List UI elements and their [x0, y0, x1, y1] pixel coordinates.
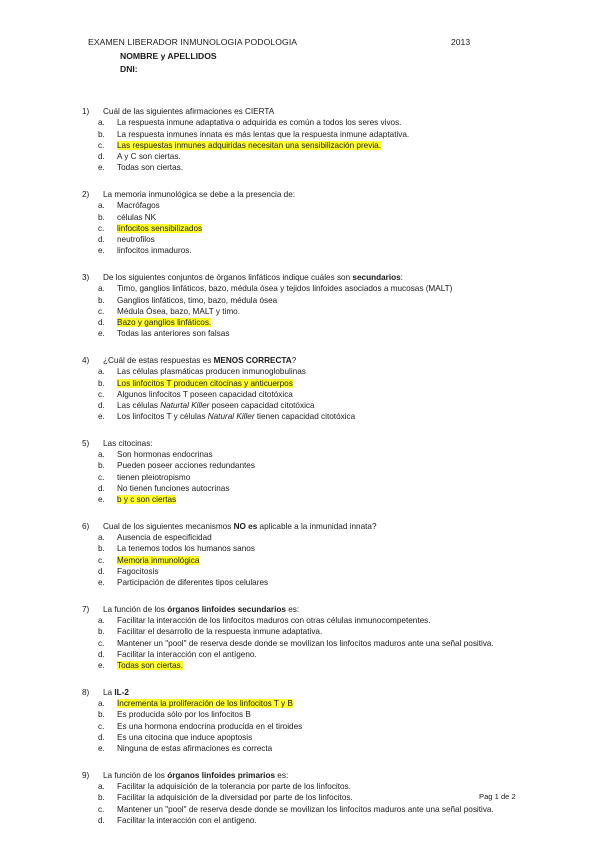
option-text	[117, 484, 229, 493]
italic-text: Natural Killer	[207, 412, 255, 422]
highlighted-answer-text	[117, 379, 293, 388]
option-letter: c.	[98, 555, 105, 565]
option-text	[117, 627, 322, 636]
option-letter: e.	[98, 412, 105, 422]
option-letter: e.	[98, 495, 105, 505]
answer-option	[82, 328, 522, 339]
option-letter: e.	[98, 329, 105, 339]
text-run: Las respuestas inmunes adquiridas necesitan una sensibilización previa.	[117, 140, 381, 150]
option-text	[117, 578, 268, 587]
text-run: Son hormonas endocrinas	[117, 450, 213, 460]
dni-label: DNI:	[120, 64, 138, 74]
text-run: es:	[285, 604, 300, 614]
text-run: ¿Cuál de estas respuestas es	[103, 355, 214, 365]
option-letter: d.	[98, 484, 105, 494]
option-text	[117, 733, 252, 742]
text-run: No tienen funciones autocrinas	[117, 484, 230, 494]
option-text	[117, 235, 155, 244]
question-block	[82, 604, 522, 672]
option-text	[117, 544, 255, 553]
question-number: 7)	[82, 604, 90, 614]
question-text	[82, 106, 522, 117]
option-text	[117, 329, 229, 338]
answer-option	[82, 815, 522, 826]
option-letter: c.	[98, 140, 105, 150]
text-run: Médula Ósea, bazo, MALT y timo.	[117, 306, 241, 316]
text-run: De los siguientes conjuntos de órganos linfáticos indique cuáles son	[103, 272, 353, 282]
highlighted-answer-text	[117, 224, 202, 233]
text-run: Memoria inmunológica	[117, 555, 200, 565]
option-text	[117, 401, 315, 410]
option-text	[117, 450, 213, 459]
text-run: Facilitar la interacción con el antígeno.	[117, 815, 257, 825]
question-block	[82, 189, 522, 257]
text-run: Es producida sólo por los linfocitos B	[117, 710, 251, 720]
answer-option	[82, 743, 522, 754]
text-run: Fagocitosis	[117, 567, 159, 577]
question-block	[82, 272, 522, 340]
text-run: tienen capacidad citotóxica	[254, 412, 356, 422]
bold-text: órganos linfoides secundarios	[167, 604, 286, 614]
answer-option	[82, 283, 522, 294]
option-text	[117, 793, 353, 802]
option-letter: a.	[98, 533, 105, 543]
text-run: La función de los	[103, 604, 168, 614]
highlighted-answer-text	[117, 495, 176, 504]
text-run: neutrofilos	[117, 235, 155, 245]
text-run: Los linfocitos T y células	[117, 412, 208, 422]
answer-option	[82, 626, 522, 637]
answer-option	[82, 151, 522, 162]
text-run: tienen pleiotropismo	[117, 472, 191, 482]
question-text	[82, 770, 522, 781]
text-run: Bazo y ganglios linfáticos.	[117, 318, 212, 328]
highlighted-answer-text	[117, 318, 211, 327]
option-text	[117, 152, 181, 161]
bold-text: MENOS CORRECTA	[213, 355, 292, 365]
answer-option	[82, 577, 522, 588]
answer-option	[82, 366, 522, 377]
option-text	[117, 163, 183, 172]
option-letter: a.	[98, 616, 105, 626]
answer-option	[82, 460, 522, 471]
text-run: Timo, ganglios linfáticos, bazo, médula ósea y tejidos linfoides asociados a mucosas (MALT)	[117, 284, 453, 294]
text-run: Mantener un "pool" de reserva desde donde se movilizan los linfocitos maduros ante una señal positiva.	[117, 804, 494, 814]
answer-option	[82, 223, 522, 234]
question-block	[82, 770, 522, 826]
text-run: Ganglios linfáticos, timo, bazo, médula ósea	[117, 295, 278, 305]
question-block	[82, 106, 522, 174]
answer-option	[82, 129, 522, 140]
answer-option	[82, 638, 522, 649]
option-letter: d.	[98, 567, 105, 577]
answer-option	[82, 400, 522, 411]
text-run: Las células	[117, 401, 161, 411]
page-number: Pag 1 de 2	[479, 792, 516, 801]
option-letter: c.	[98, 223, 105, 233]
option-text	[117, 650, 257, 659]
bold-text: NO es	[233, 521, 258, 531]
text-run: b y c son ciertas	[117, 495, 177, 505]
question-text	[82, 355, 522, 366]
exam-title: EXAMEN LIBERADOR INMUNOLOGIA PODOLOGIA	[88, 37, 298, 47]
question-block	[82, 687, 522, 755]
highlighted-answer-text	[117, 556, 199, 565]
option-letter: d.	[98, 152, 105, 162]
option-letter: d.	[98, 815, 105, 825]
option-letter: a.	[98, 118, 105, 128]
option-letter: c.	[98, 472, 105, 482]
option-text	[117, 473, 190, 482]
text-run: linfocitos sensibilizados	[117, 223, 203, 233]
answer-option	[82, 117, 522, 128]
option-letter: d.	[98, 732, 105, 742]
option-letter: b.	[98, 295, 105, 305]
italic-text: Naturtal Killer	[160, 401, 210, 411]
option-letter: c.	[98, 638, 105, 648]
option-letter: a.	[98, 367, 105, 377]
text-run: es:	[275, 770, 289, 780]
option-letter: a.	[98, 284, 105, 294]
option-letter: c.	[98, 306, 105, 316]
text-run: Los linfocitos T producen citocinas y anticuerpos	[117, 378, 293, 388]
text-run: Incrementa la proliferación de los linfocitos T y B	[117, 699, 293, 709]
text-run: Facilitar la adquisición de la tolerancia por parte de los linfocitos.	[117, 782, 351, 792]
answer-option	[82, 615, 522, 626]
answer-option	[82, 532, 522, 543]
answer-option	[82, 317, 522, 328]
answer-option	[82, 732, 522, 743]
option-letter: a.	[98, 699, 105, 709]
option-text	[117, 201, 160, 210]
answer-option	[82, 792, 522, 803]
bold-text: órganos linfoides primarios	[167, 770, 276, 780]
option-text	[117, 213, 156, 222]
option-text	[117, 710, 251, 719]
answer-option	[82, 378, 522, 389]
option-text	[117, 246, 192, 255]
text-run: ?	[291, 355, 297, 365]
option-text	[117, 307, 240, 316]
text-run: Participación de diferentes tipos celulares	[117, 578, 269, 588]
answer-option	[82, 781, 522, 792]
option-text	[117, 782, 351, 791]
option-letter: d.	[98, 318, 105, 328]
question-block	[82, 521, 522, 589]
answer-option	[82, 234, 522, 245]
text-run: Facilitar la interacción con el antígeno.	[117, 650, 257, 659]
option-letter: e.	[98, 163, 105, 173]
question-number: 4)	[82, 355, 90, 365]
option-text	[117, 412, 355, 421]
bold-text: secundarios	[352, 272, 401, 282]
option-letter: c.	[98, 721, 105, 731]
text-run: :	[400, 272, 403, 282]
question-number: 9)	[82, 770, 90, 780]
question-block	[82, 438, 522, 506]
text-run: Ausencia de especificidad	[117, 533, 212, 543]
option-letter: b.	[98, 129, 105, 139]
answer-option	[82, 721, 522, 732]
option-text	[117, 744, 272, 753]
text-run: La	[103, 687, 115, 697]
option-text	[117, 816, 257, 825]
question-number: 1)	[82, 107, 90, 116]
answer-option	[82, 472, 522, 483]
option-letter: a.	[98, 450, 105, 460]
option-letter: b.	[98, 544, 105, 554]
question-block	[82, 355, 522, 423]
answer-option	[82, 411, 522, 422]
answer-option	[82, 649, 522, 660]
option-text	[117, 390, 293, 399]
text-run: Facilitar la adquisición de la diversidad por parte de los linfocitos.	[117, 793, 353, 803]
option-text	[117, 296, 277, 305]
option-letter: b.	[98, 627, 105, 637]
bold-text: IL-2	[114, 687, 129, 697]
option-letter: e.	[98, 744, 105, 754]
text-run: Las células plasmáticas producen inmunoglobulinas	[117, 367, 306, 377]
text-run: aplicable a la inmunidad innata?	[257, 521, 377, 531]
question-number: 3)	[82, 272, 90, 282]
option-letter: e.	[98, 661, 105, 671]
option-letter: b.	[98, 461, 105, 471]
text-run: La función de los	[103, 770, 168, 780]
text-run: poseen capacidad citotóxica	[209, 401, 315, 411]
text-run: Cual de los siguientes mecanismos	[103, 521, 234, 531]
option-text	[117, 722, 302, 731]
text-run: Mantener un "pool" de reserva desde donde se movilizan los linfocitos maduros ante una señal positiva.	[117, 638, 494, 648]
option-letter: d.	[98, 650, 105, 659]
question-number: 2)	[82, 189, 90, 199]
option-letter: d.	[98, 235, 105, 245]
option-text	[117, 616, 431, 625]
option-text	[117, 805, 494, 814]
option-letter: c.	[98, 389, 105, 399]
question-text	[82, 438, 522, 449]
highlighted-answer-text	[117, 661, 183, 670]
option-text	[117, 461, 255, 470]
option-text	[117, 118, 401, 127]
option-letter: d.	[98, 401, 105, 411]
question-number: 8)	[82, 687, 90, 697]
text-run: Pueden poseer acciones redundantes	[117, 461, 255, 471]
answer-option	[82, 449, 522, 460]
option-letter: a.	[98, 201, 105, 211]
option-letter: b.	[98, 710, 105, 720]
answer-option	[82, 555, 522, 566]
question-number: 5)	[82, 438, 90, 448]
answer-option	[82, 804, 522, 815]
question-list	[82, 106, 522, 841]
answer-option	[82, 200, 522, 211]
text-run: Ninguna de estas afirmaciones es correcta	[117, 744, 273, 754]
option-letter: b.	[98, 212, 105, 222]
answer-option	[82, 140, 522, 151]
answer-option	[82, 212, 522, 223]
question-number: 6)	[82, 521, 90, 531]
highlighted-answer-text	[117, 699, 293, 708]
text-run: Cuál de las siguientes afirmaciones es CIERTA	[103, 107, 275, 116]
answer-option	[82, 494, 522, 505]
text-run: Facilitar la interacción de los linfocitos maduros con otras células inmunocompetentes.	[117, 616, 431, 626]
option-letter: c.	[98, 804, 105, 814]
option-text	[117, 284, 452, 293]
question-text	[82, 521, 522, 532]
option-letter: e.	[98, 246, 105, 256]
question-text	[82, 604, 522, 615]
answer-option	[82, 162, 522, 173]
highlighted-answer-text	[117, 141, 381, 150]
question-text	[82, 687, 522, 698]
text-run: A y C son ciertas.	[117, 152, 181, 162]
option-letter: e.	[98, 578, 105, 588]
text-run: Algunos linfocitos T poseen capacidad citotóxica	[117, 389, 293, 399]
answer-option	[82, 709, 522, 720]
option-text	[117, 130, 409, 139]
text-run: La respuesta inmune adaptativa o adquirida es común a todos los seres vivos.	[117, 118, 402, 128]
text-run: La memoria inmunológica se debe a la presencia de:	[103, 189, 296, 199]
text-run: Facilitar el desarrollo de la respuesta inmune adaptativa.	[117, 627, 323, 637]
text-run: linfocitos inmaduros.	[117, 246, 192, 256]
text-run: Las citocinas:	[103, 438, 153, 448]
answer-option	[82, 295, 522, 306]
text-run: La respuesta inmunes innata es más lentas que la respuesta inmune adaptativa.	[117, 129, 410, 139]
text-run: Es una hormona endocrina producida en el tiroides	[117, 721, 303, 731]
answer-option	[82, 483, 522, 494]
text-run: células NK	[117, 212, 157, 222]
option-text	[117, 533, 212, 542]
answer-option	[82, 660, 522, 671]
text-run: Todas las anteriores son falsas	[117, 329, 230, 339]
text-run: La tenemos todos los humanos sanos	[117, 544, 255, 554]
answer-option	[82, 698, 522, 709]
option-text	[117, 367, 306, 376]
text-run: Es una citocina que induce apoptosis	[117, 732, 253, 742]
text-run: Todas son ciertas.	[117, 661, 183, 671]
option-text	[117, 567, 158, 576]
name-label: NOMBRE y APELLIDOS	[120, 51, 217, 61]
option-text	[117, 639, 494, 648]
answer-option	[82, 306, 522, 317]
option-letter: b.	[98, 793, 105, 803]
answer-option	[82, 389, 522, 400]
question-text	[82, 189, 522, 200]
question-text	[82, 272, 522, 283]
answer-option	[82, 566, 522, 577]
option-letter: a.	[98, 782, 105, 792]
option-letter: b.	[98, 378, 105, 388]
text-run: Macrófagos	[117, 201, 160, 211]
text-run: Todas son ciertas.	[117, 163, 183, 173]
answer-option	[82, 543, 522, 554]
answer-option	[82, 245, 522, 256]
exam-year: 2013	[451, 37, 471, 47]
